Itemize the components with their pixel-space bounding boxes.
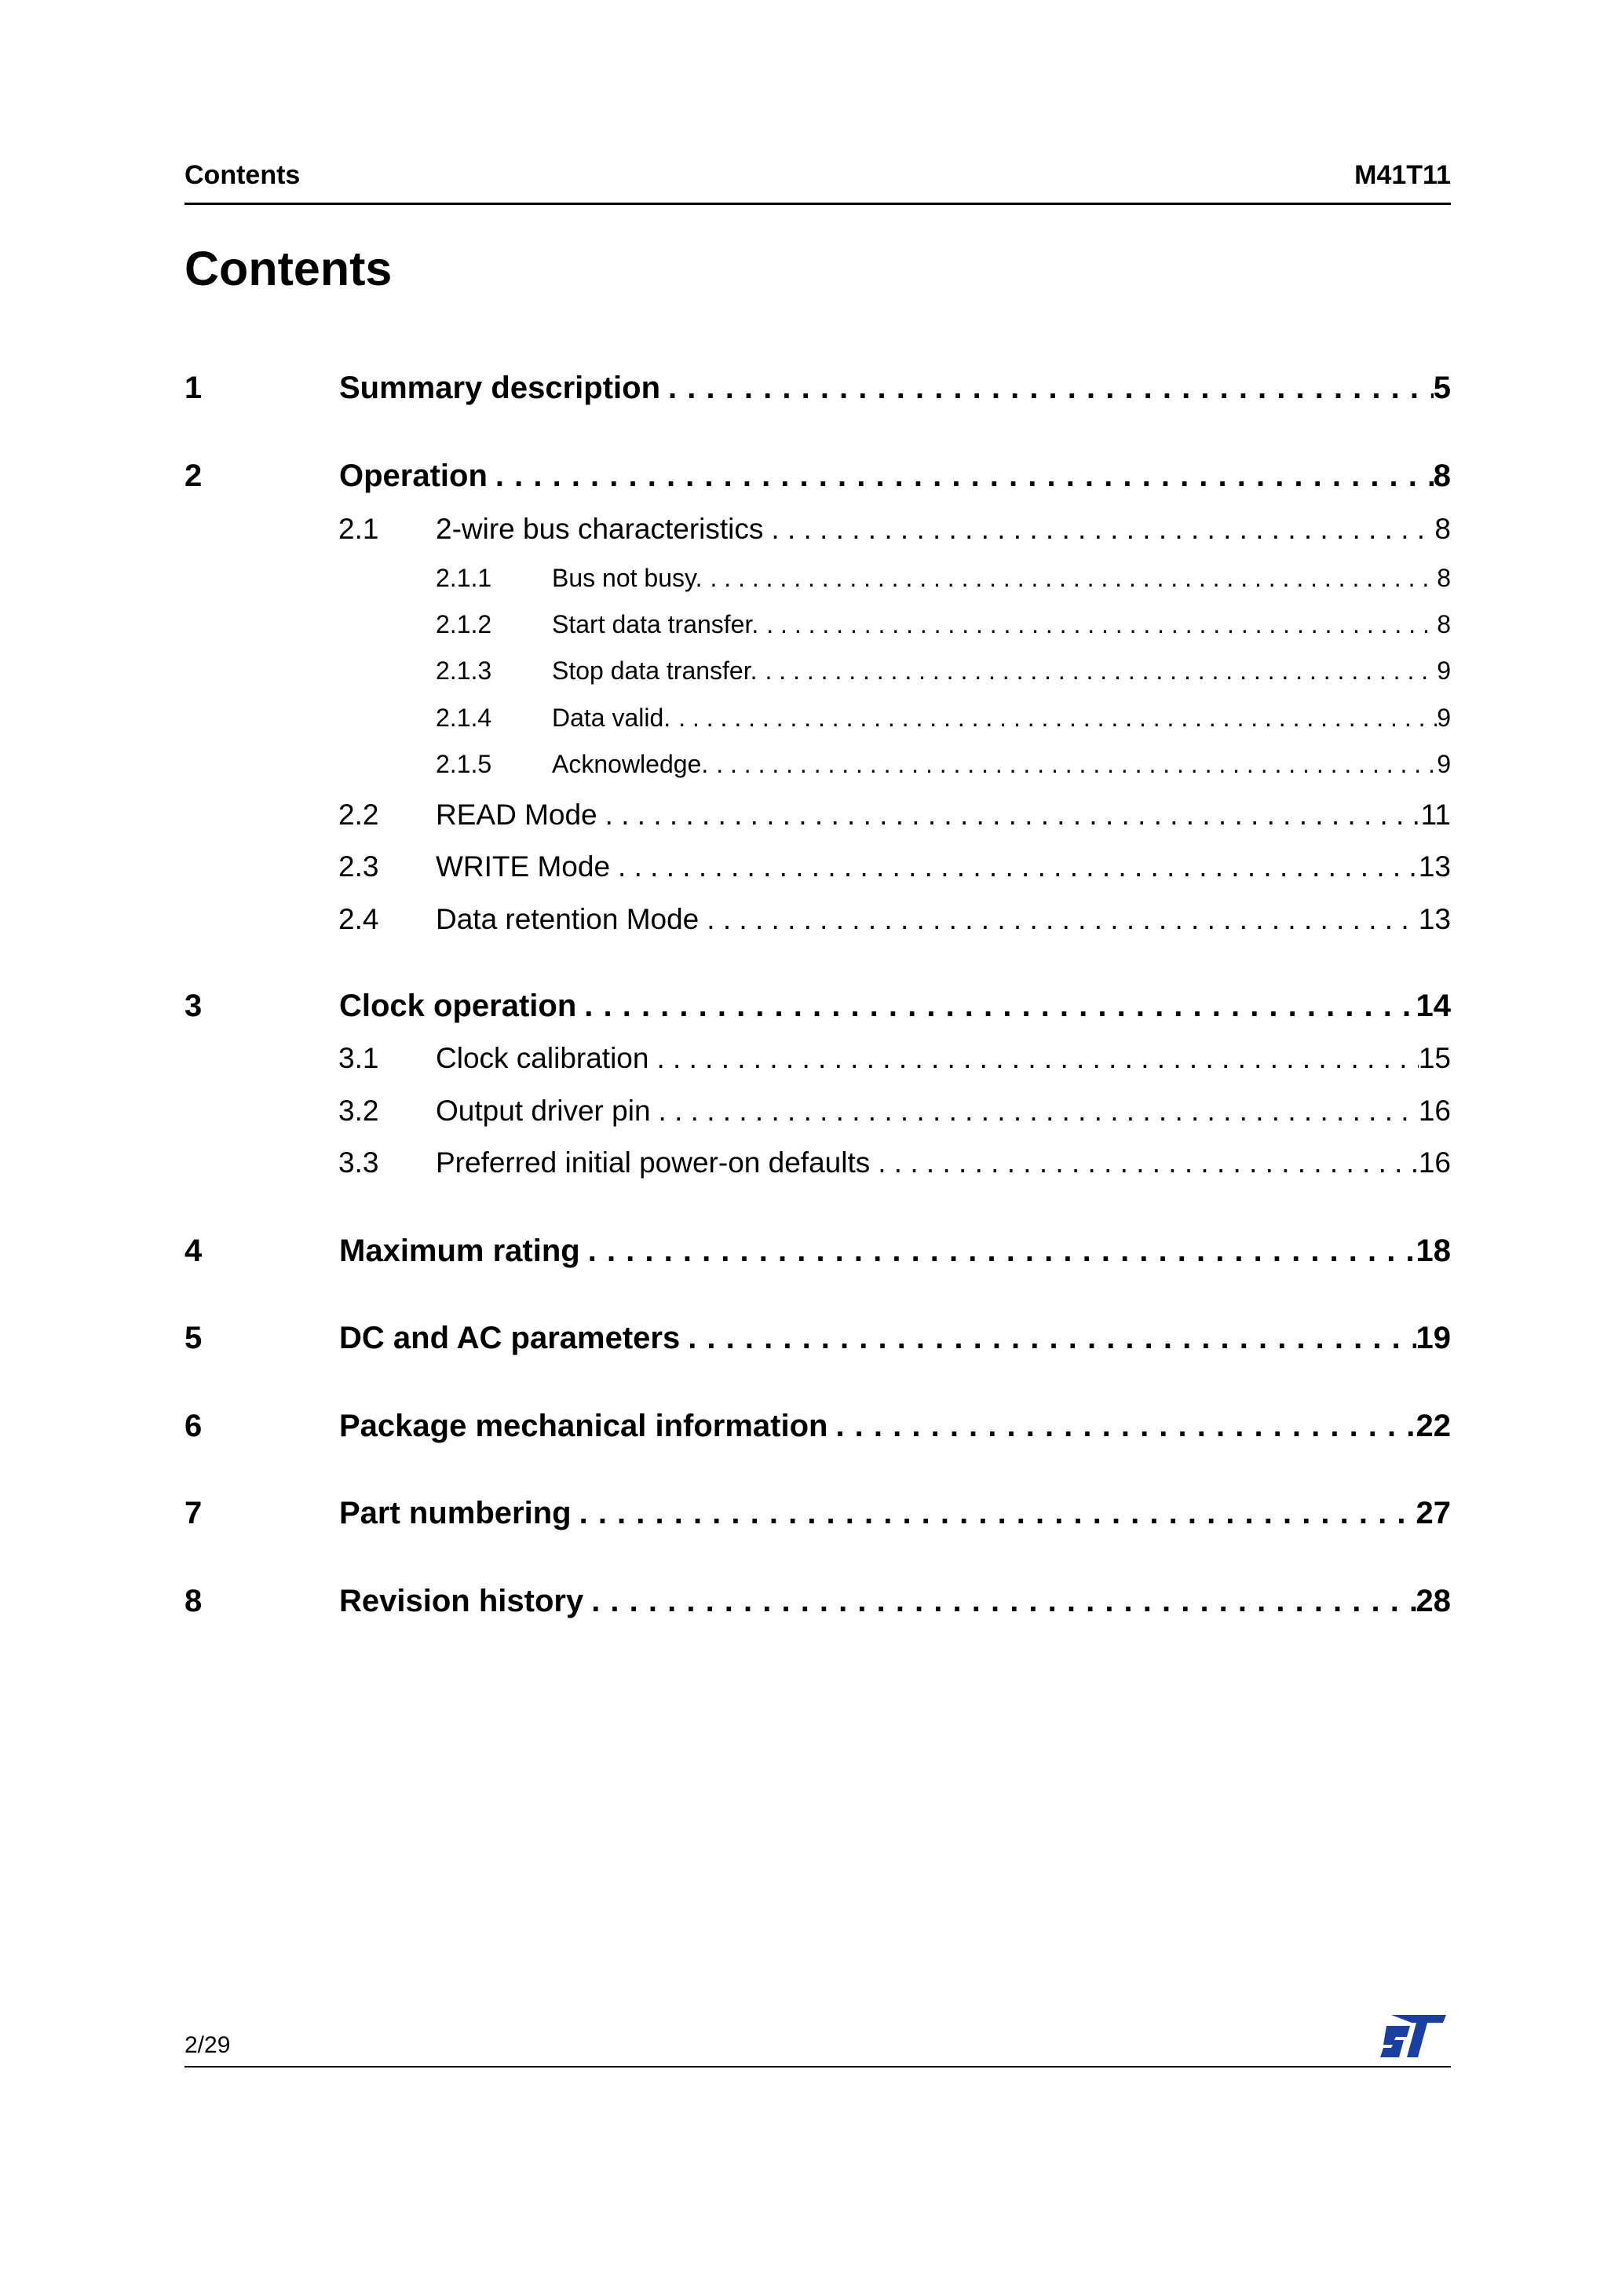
toc-entry-section[interactable]	[338, 798, 1451, 832]
toc-entry-title: Package mechanical information	[339, 1409, 828, 1443]
toc-entry-number: 6	[184, 1409, 203, 1443]
toc-entry-chapter[interactable]	[184, 1232, 1451, 1270]
toc-entry-page: 11	[1420, 799, 1451, 831]
running-header-part-number: M41T11	[1354, 160, 1451, 190]
toc-dot-leader	[597, 798, 1421, 832]
toc-entry-chapter[interactable]	[184, 457, 1451, 495]
toc-entry-title: Acknowledge.	[552, 750, 709, 778]
toc-entry-number: 2.2	[338, 799, 379, 831]
toc-dot-leader	[583, 1582, 1416, 1620]
page-number: 2/29	[184, 2032, 231, 2058]
toc-dot-leader	[680, 1319, 1416, 1357]
toc-entry-chapter[interactable]	[184, 1319, 1451, 1357]
toc-entry-page: 9	[1437, 656, 1451, 685]
toc-entry-number: 2.1	[338, 513, 379, 545]
toc-entry-number: 2.1.5	[436, 750, 492, 778]
toc-entry-page: 18	[1416, 1234, 1451, 1268]
toc-entry-page: 19	[1416, 1321, 1451, 1355]
toc-entry-title: Part numbering	[339, 1496, 572, 1530]
toc-entry-section[interactable]	[338, 902, 1451, 937]
toc-entry-title: Summary description	[339, 371, 661, 405]
toc-entry-number: 3.1	[338, 1042, 379, 1074]
toc-dot-leader	[703, 563, 1438, 593]
toc-entry-page: 22	[1416, 1409, 1451, 1443]
toc-entry-title: WRITE Mode	[436, 850, 611, 883]
toc-entry-page: 13	[1418, 903, 1451, 935]
toc-entry-title: Maximum rating	[339, 1234, 580, 1268]
toc-dot-leader	[576, 987, 1416, 1025]
toc-entry-subsection[interactable]	[436, 703, 1451, 733]
toc-entry-subsection[interactable]	[436, 609, 1451, 639]
toc-dot-leader	[699, 902, 1419, 937]
toc-entry-number: 5	[184, 1321, 203, 1355]
toc-entry-title: Clock calibration	[436, 1042, 649, 1074]
toc-entry-number: 2	[184, 459, 203, 493]
toc-entry-page: 13	[1418, 850, 1451, 883]
toc-dot-leader	[670, 703, 1437, 733]
toc-entry-section[interactable]	[338, 850, 1451, 884]
toc-entry-chapter[interactable]	[184, 1494, 1451, 1532]
toc-entry-page: 15	[1418, 1042, 1451, 1074]
toc-dot-leader	[488, 457, 1434, 495]
toc-entry-number: 4	[184, 1234, 203, 1268]
toc-entry-page: 28	[1416, 1584, 1451, 1618]
toc-dot-leader	[648, 1041, 1418, 1076]
toc-entry-number: 2.1.3	[436, 656, 492, 685]
toc-entry-page: 8	[1437, 610, 1451, 638]
toc-entry-title: 2-wire bus characteristics	[436, 513, 764, 545]
toc-entry-section[interactable]	[338, 1094, 1451, 1128]
toc-entry-number: 2.3	[338, 850, 379, 883]
toc-entry-page: 9	[1437, 704, 1451, 732]
toc-entry-page: 9	[1437, 750, 1451, 778]
toc-entry-title: Data valid.	[552, 704, 671, 732]
toc-entry-page: 8	[1437, 564, 1451, 592]
toc-entry-number: 2.1.1	[436, 564, 492, 592]
toc-entry-section[interactable]	[338, 1146, 1451, 1180]
toc-entry-section[interactable]	[338, 1041, 1451, 1076]
toc-entry-chapter[interactable]	[184, 987, 1451, 1025]
toc-entry-title: Stop data transfer.	[552, 656, 758, 685]
toc-entry-number: 3	[184, 989, 203, 1023]
toc-entry-page: 5	[1433, 371, 1451, 405]
toc-entry-title: Start data transfer.	[552, 610, 759, 638]
toc-entry-title: Operation	[339, 459, 488, 493]
toc-dot-leader	[758, 609, 1437, 639]
st-logo-icon	[1380, 2015, 1446, 2057]
toc-dot-leader	[651, 1094, 1419, 1128]
toc-dot-leader	[827, 1407, 1416, 1445]
toc-entry-page: 16	[1418, 1095, 1451, 1127]
toc-entry-title: Output driver pin	[436, 1095, 651, 1127]
toc-entry-number: 2.1.2	[436, 610, 492, 638]
toc-dot-leader	[610, 850, 1419, 884]
toc-entry-chapter[interactable]	[184, 369, 1451, 407]
toc-entry-title: READ Mode	[436, 799, 597, 831]
toc-entry-title: Bus not busy.	[552, 564, 703, 592]
toc-entry-page: 8	[1433, 459, 1451, 493]
footer-divider	[184, 2066, 1451, 2067]
toc-entry-number: 7	[184, 1496, 203, 1530]
toc-dot-leader	[870, 1146, 1419, 1180]
toc-entry-subsection[interactable]	[436, 656, 1451, 686]
toc-dot-leader	[572, 1494, 1416, 1532]
toc-entry-number: 2.4	[338, 903, 379, 935]
running-header-section: Contents	[184, 160, 301, 190]
toc-entry-subsection[interactable]	[436, 563, 1451, 593]
toc-entry-title: DC and AC parameters	[339, 1321, 681, 1355]
toc-entry-number: 3.3	[338, 1146, 379, 1179]
header-divider	[184, 203, 1451, 205]
toc-dot-leader	[763, 512, 1434, 547]
toc-dot-leader	[580, 1232, 1416, 1270]
toc-entry-page: 27	[1416, 1496, 1451, 1530]
toc-entry-number: 8	[184, 1584, 203, 1618]
toc-entry-page: 14	[1416, 989, 1451, 1023]
toc-entry-section[interactable]	[338, 512, 1451, 547]
toc-dot-leader	[758, 656, 1438, 686]
toc-entry-title: Preferred initial power-on defaults	[436, 1146, 871, 1179]
toc-dot-leader	[708, 749, 1437, 779]
toc-entry-number: 2.1.4	[436, 704, 492, 732]
toc-entry-title: Revision history	[339, 1584, 584, 1618]
toc-entry-title: Clock operation	[339, 989, 577, 1023]
toc-dot-leader	[660, 369, 1434, 407]
toc-entry-number: 1	[184, 371, 203, 405]
toc-entry-chapter[interactable]	[184, 1582, 1451, 1620]
toc-entry-page: 8	[1434, 513, 1451, 545]
toc-entry-number: 3.2	[338, 1095, 379, 1127]
toc-entry-subsection[interactable]	[436, 749, 1451, 779]
toc-entry-title: Data retention Mode	[436, 903, 700, 935]
toc-entry-page: 16	[1418, 1146, 1451, 1179]
toc-entry-chapter[interactable]	[184, 1407, 1451, 1445]
page-title: Contents	[184, 242, 393, 295]
